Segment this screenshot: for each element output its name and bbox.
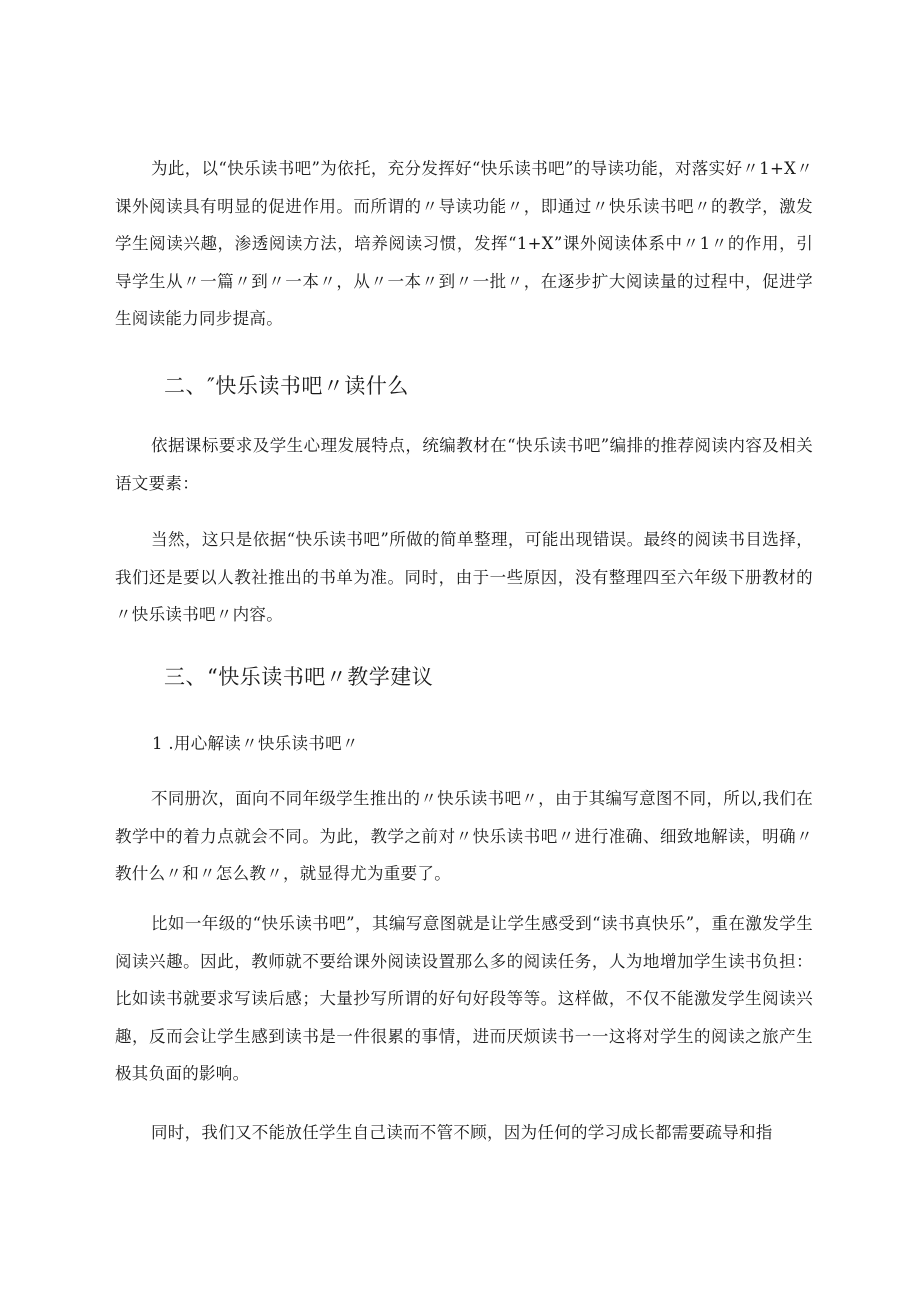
paragraph-different-volumes <box>115 780 813 893</box>
paragraph-text: 不同册次，面向不同年级学生推出的〃快乐读书吧〃，由于其编写意图不同，所以,我们在教学中的着力点就会不同。为此，教学之前对〃快乐读书吧〃进行准确、细致地解读，明确〃教什么〃和〃怎么教〃，就显得尤为重要了。 <box>115 789 813 883</box>
paragraph-grade-one-example <box>115 905 813 1093</box>
paragraph-text: 当然，这只是依据“快乐读书吧”所做的简单整理，可能出现错误。最终的阅读书目选择，我们还是要以人教社推出的书单为准。同时，由于一些原因，没有整理四至六年级下册教材的〃快乐读书吧〃内容。 <box>115 530 813 624</box>
paragraph-booklist-note <box>115 521 813 634</box>
paragraph-guidance-needed <box>115 1114 813 1152</box>
section-heading-teaching-advice: 三、“快乐读书吧〃教学建议 <box>164 665 434 689</box>
paragraph-curriculum-basis <box>115 427 813 502</box>
subsection-heading-interpretation: 1 .用心解读〃快乐读书吧〃 <box>152 734 359 753</box>
paragraph-text: 比如一年级的“快乐读书吧”，其编写意图就是让学生感受到“读书真快乐”，重在激发学生阅读兴趣。因此，教师就不要给课外阅读设置那么多的阅读任务，人为地增加学生读书负担：比如读书就要求写读后感；大量抄写所谓的好句好段等等。这样做，不仅不能激发学生阅读兴趣，反而会让学生感到读书是一件很累的事情，进而厌烦读书一一这将对学生的阅读之旅产生极其负面的影响。 <box>115 914 813 1083</box>
paragraph-text: 同时，我们又不能放任学生自己读而不管不顾，因为任何的学习成长都需要疏导和指 <box>151 1123 773 1142</box>
paragraph-reading-guide <box>115 150 813 338</box>
paragraph-text: 依据课标要求及学生心理发展特点，统编教材在“快乐读书吧”编排的推荐阅读内容及相关语文要素： <box>115 436 813 493</box>
paragraph-text: 为此，以“快乐读书吧”为依托，充分发挥好“快乐读书吧”的导读功能，对落实好〃1+X〃课外阅读具有明显的促进作用。而所谓的〃导读功能〃，即通过〃快乐读书吧〃的教学，激发学生阅读兴趣，渗透阅读方法，培养阅读习惯，发挥“1+X”课外阅读体系中〃1〃的作用，引导学生从〃一篇〃到〃一本〃，从〃一本〃到〃一批〃，在逐步扩大阅读量的过程中，促进学生阅读能力同步提高。 <box>115 159 813 328</box>
section-heading-what-to-read: 二、″快乐读书吧〃读什么 <box>164 374 409 398</box>
